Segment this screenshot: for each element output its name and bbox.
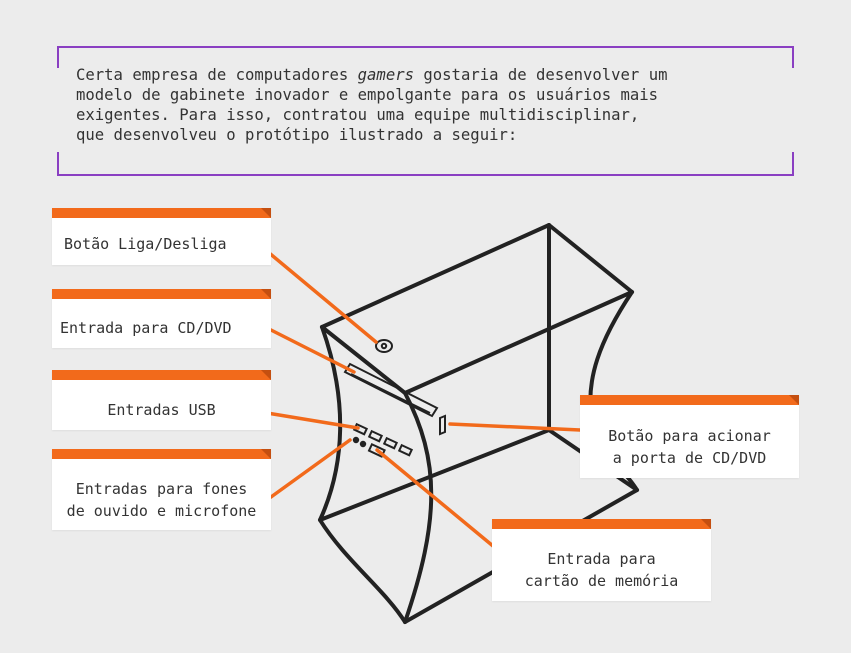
cd-dvd-slot-icon xyxy=(345,364,437,416)
usb-port-4 xyxy=(399,445,412,455)
label-cd-dvd-text: Entrada para CD/DVD xyxy=(60,319,232,337)
eject-button-icon xyxy=(440,416,445,434)
power-button-icon xyxy=(376,340,392,352)
intro-text xyxy=(76,65,791,145)
label-power-button xyxy=(52,208,271,265)
label-memory-text-2: cartão de memória xyxy=(524,572,679,590)
intro-line-3: exigentes. Para isso, contratou uma equipe multidisciplinar, xyxy=(76,106,640,124)
power-button-dot xyxy=(382,344,386,348)
label-power-button-text: Botão Liga/Desliga xyxy=(64,235,227,253)
intro-box xyxy=(58,47,794,175)
audio-jack-1 xyxy=(354,438,358,442)
audio-jack-2 xyxy=(361,442,365,446)
label-eject-button xyxy=(580,395,799,478)
label-memory-card xyxy=(492,519,711,601)
intro-line-1a: Certa empresa de computadores xyxy=(76,66,358,84)
usb-port-3 xyxy=(384,438,397,448)
label-eject-text-2: a porta de CD/DVD xyxy=(612,449,767,467)
intro-line-2: modelo de gabinete inovador e empolgante para os usuários mais xyxy=(76,86,659,104)
intro-line-4: que desenvolveu o protótipo ilustrado a seguir: xyxy=(76,126,518,144)
label-eject-text-1: Botão para acionar xyxy=(608,427,771,445)
intro-line-1b: gostaria de desenvolver um xyxy=(414,66,668,84)
label-audio-text-1: Entradas para fones xyxy=(75,480,248,498)
label-usb xyxy=(52,370,271,430)
leader-memory-card xyxy=(377,450,493,546)
leader-eject xyxy=(450,424,580,430)
label-cd-dvd xyxy=(52,289,271,348)
label-audio-text-2: de ouvido e microfone xyxy=(66,502,257,520)
label-audio xyxy=(52,449,271,530)
leader-usb xyxy=(261,412,358,428)
intro-line-1-emphasis: gamers xyxy=(357,66,414,84)
usb-port-2 xyxy=(369,431,382,441)
label-usb-text: Entradas USB xyxy=(107,401,216,419)
leader-cd-dvd xyxy=(271,330,354,372)
label-memory-text-1: Entrada para xyxy=(547,550,656,568)
case-front-curve xyxy=(405,393,431,622)
